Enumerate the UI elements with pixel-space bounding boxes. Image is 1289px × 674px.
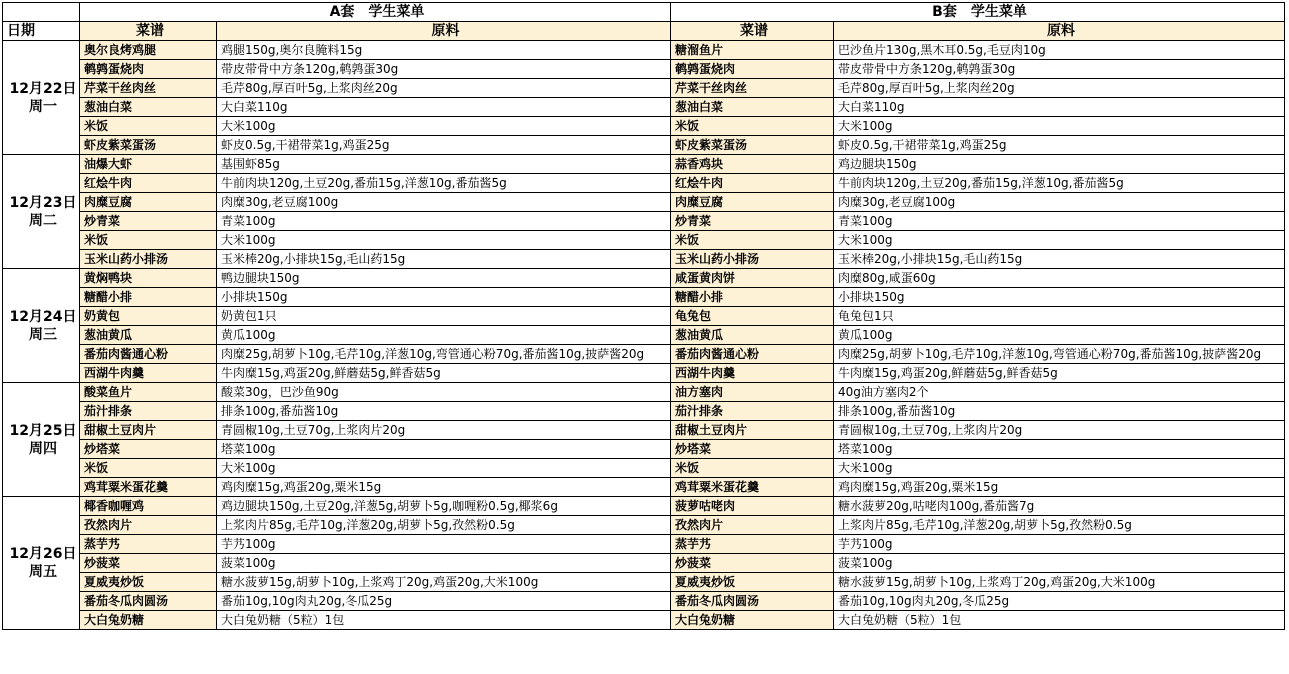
menu-row [3,516,1285,535]
set-b-ingredients: 带皮带骨中方条120g,鹌鹑蛋30g [834,60,1285,79]
set-b-dish: 大白兔奶糖 [671,611,834,630]
menu-row [3,136,1285,155]
set-a-dish: 米饭 [80,117,217,136]
menu-row [3,288,1285,307]
set-a-ingredients: 番茄10g,10g肉丸20g,冬瓜25g [217,592,671,611]
menu-row [3,307,1285,326]
set-b-dish: 糖醋小排 [671,288,834,307]
menu-row [3,554,1285,573]
set-a-ingredients: 鸡腿150g,奥尔良腌料15g [217,41,671,60]
menu-row [3,250,1285,269]
set-a-dish: 番茄肉酱通心粉 [80,345,217,364]
menu-row [3,155,1285,174]
date-column-header: 日期 [3,22,80,41]
set-b-dish: 番茄冬瓜肉圆汤 [671,592,834,611]
menu-row [3,497,1285,516]
set-b-dish: 肉糜豆腐 [671,193,834,212]
set-a-ingredients: 糖水菠萝15g,胡萝卜10g,上浆鸡丁20g,鸡蛋20g,大米100g [217,573,671,592]
set-b-ingredients: 青菜100g [834,212,1285,231]
menu-row [3,269,1285,288]
set-a-dish: 黄焖鸭块 [80,269,217,288]
set-a-ingredients: 大米100g [217,231,671,250]
set-a-ingredients: 青圆椒10g,土豆70g,上浆肉片20g [217,421,671,440]
set-b-ingredients: 牛前肉块120g,土豆20g,番茄15g,洋葱10g,番茄酱5g [834,174,1285,193]
set-a-dish: 糖醋小排 [80,288,217,307]
set-a-ingredients: 鸡肉糜15g,鸡蛋20g,粟米15g [217,478,671,497]
set-a-dish: 葱油白菜 [80,98,217,117]
set-a-ingredients: 排条100g,番茄酱10g [217,402,671,421]
set-a-dish: 玉米山药小排汤 [80,250,217,269]
set-b-ingredients: 大白兔奶糖（5粒）1包 [834,611,1285,630]
set-a-ingredients: 青菜100g [217,212,671,231]
menu-row [3,364,1285,383]
set-b-dish: 孜然肉片 [671,516,834,535]
set-b-dish: 炒塔菜 [671,440,834,459]
set-b-dish: 葱油黄瓜 [671,326,834,345]
set-b-dish-header: 菜谱 [671,22,834,41]
menu-row [3,573,1285,592]
set-b-ingredients: 大米100g [834,231,1285,250]
set-a-dish: 红烩牛肉 [80,174,217,193]
corner-cell [3,3,80,22]
menu-row [3,193,1285,212]
set-a-ingredients: 鸡边腿块150g,土豆20g,洋葱5g,胡萝卜5g,咖喱粉0.5g,椰浆6g [217,497,671,516]
set-b-dish: 油方塞肉 [671,383,834,402]
set-a-ingredients: 肉糜25g,胡萝卜10g,毛芹10g,洋葱10g,弯管通心粉70g,番茄酱10g,披萨酱20g [217,345,671,364]
set-a-ingredients: 基围虾85g [217,155,671,174]
menu-row [3,421,1285,440]
set-b-dish: 芹菜干丝肉丝 [671,79,834,98]
day-date: 12月23日 [9,194,77,211]
set-b-ingredients: 排条100g,番茄酱10g [834,402,1285,421]
set-b-dish: 炒菠菜 [671,554,834,573]
set-a-ingredients: 鸭边腿块150g [217,269,671,288]
day-weekday: 周三 [29,326,57,343]
set-a-ingredients: 大米100g [217,459,671,478]
set-b-ingredients: 塔菜100g [834,440,1285,459]
day-cell [3,269,80,383]
set-a-dish: 炒青菜 [80,212,217,231]
set-b-ingredients: 青圆椒10g,土豆70g,上浆肉片20g [834,421,1285,440]
set-b-dish: 茄汁排条 [671,402,834,421]
set-b-dish: 龟兔包 [671,307,834,326]
menu-row [3,440,1285,459]
set-b-ingredients: 40g油方塞肉2个 [834,383,1285,402]
set-a-title: A套 学生菜单 [80,3,671,22]
day-date: 12月24日 [9,308,77,325]
set-b-ingredients: 糖水菠萝15g,胡萝卜10g,上浆鸡丁20g,鸡蛋20g,大米100g [834,573,1285,592]
set-b-ingredients: 上浆肉片85g,毛芹10g,洋葱20g,胡萝卜5g,孜然粉0.5g [834,516,1285,535]
set-b-ingredients: 番茄10g,10g肉丸20g,冬瓜25g [834,592,1285,611]
set-b-dish: 米饭 [671,459,834,478]
set-a-ingredients: 芋艿100g [217,535,671,554]
day-weekday: 周五 [29,564,57,580]
menu-row [3,60,1285,79]
set-a-ingredients: 玉米棒20g,小排块15g,毛山药15g [217,250,671,269]
set-b-ingredients: 小排块150g [834,288,1285,307]
set-b-dish: 葱油白菜 [671,98,834,117]
set-b-title: B套 学生菜单 [671,3,1285,22]
set-b-ingredients: 肉糜25g,胡萝卜10g,毛芹10g,洋葱10g,弯管通心粉70g,番茄酱10g,披萨酱20g [834,345,1285,364]
menu-row [3,459,1285,478]
set-a-dish: 蒸芋艿 [80,535,217,554]
menu-row [3,41,1285,60]
set-b-ingredients: 龟兔包1只 [834,307,1285,326]
set-b-ingredients: 黄瓜100g [834,326,1285,345]
set-b-ingredients: 大米100g [834,459,1285,478]
set-a-dish: 茄汁排条 [80,402,217,421]
set-a-dish: 孜然肉片 [80,516,217,535]
day-date: 12月25日 [9,422,77,439]
day-cell [3,155,80,269]
set-b-dish: 夏威夷炒饭 [671,573,834,592]
menu-row [3,592,1285,611]
menu-row [3,383,1285,402]
menu-row [3,402,1285,421]
set-b-dish: 米饭 [671,231,834,250]
set-b-ingredients: 芋艿100g [834,535,1285,554]
set-b-dish: 番茄肉酱通心粉 [671,345,834,364]
day-weekday: 周四 [29,440,57,457]
set-a-dish: 炒菠菜 [80,554,217,573]
set-a-dish: 鸡茸粟米蛋花羹 [80,478,217,497]
set-a-ingredients: 牛前肉块120g,土豆20g,番茄15g,洋葱10g,番茄酱5g [217,174,671,193]
set-a-dish: 夏威夷炒饭 [80,573,217,592]
set-a-dish: 甜椒土豆肉片 [80,421,217,440]
set-a-ingredients: 上浆肉片85g,毛芹10g,洋葱20g,胡萝卜5g,孜然粉0.5g [217,516,671,535]
set-b-dish: 蒸芋艿 [671,535,834,554]
set-a-ingredients: 酸菜30g，巴沙鱼90g [217,383,671,402]
menu-row [3,535,1285,554]
set-a-dish: 油爆大虾 [80,155,217,174]
set-b-ingredients: 肉糜30g,老豆腐100g [834,193,1285,212]
set-b-dish: 炒青菜 [671,212,834,231]
menu-body [3,3,1285,630]
menu-row [3,79,1285,98]
set-b-dish: 鸡茸粟米蛋花羹 [671,478,834,497]
set-a-dish: 米饭 [80,459,217,478]
set-a-ingredients: 大白菜110g [217,98,671,117]
menu-row [3,231,1285,250]
day-date: 12月26日 [9,546,77,562]
set-a-ingredients: 毛芹80g,厚百叶5g,上浆肉丝20g [217,79,671,98]
menu-row [3,345,1285,364]
set-b-ingredient-header: 原料 [834,22,1285,41]
set-b-dish: 糖溜鱼片 [671,41,834,60]
set-a-dish: 西湖牛肉羹 [80,364,217,383]
set-b-dish: 米饭 [671,117,834,136]
menu-row [3,174,1285,193]
day-weekday: 周二 [29,212,57,229]
menu-row [3,212,1285,231]
set-a-ingredients: 大白兔奶糖（5粒）1包 [217,611,671,630]
menu-row [3,611,1285,630]
set-a-dish: 炒塔菜 [80,440,217,459]
set-a-ingredient-header: 原料 [217,22,671,41]
set-b-ingredients: 牛肉糜15g,鸡蛋20g,鲜蘑菇5g,鲜香菇5g [834,364,1285,383]
menu-table [2,2,1285,630]
set-a-dish: 酸菜鱼片 [80,383,217,402]
set-b-dish: 鹌鹑蛋烧肉 [671,60,834,79]
set-b-ingredients: 糖水菠萝20g,咕咾肉100g,番茄酱7g [834,497,1285,516]
set-a-ingredients: 塔菜100g [217,440,671,459]
set-b-dish: 虾皮紫菜蛋汤 [671,136,834,155]
set-a-ingredients: 虾皮0.5g,干裙带菜1g,鸡蛋25g [217,136,671,155]
day-cell [3,383,80,497]
set-b-ingredients: 玉米棒20g,小排块15g,毛山药15g [834,250,1285,269]
set-a-ingredients: 大米100g [217,117,671,136]
set-a-dish: 芹菜干丝肉丝 [80,79,217,98]
set-a-ingredients: 奶黄包1只 [217,307,671,326]
set-b-dish: 蒜香鸡块 [671,155,834,174]
day-weekday: 周一 [29,98,57,115]
set-a-dish: 奶黄包 [80,307,217,326]
menu-row [3,98,1285,117]
day-date: 12月22日 [9,80,77,97]
set-a-dish: 大白兔奶糖 [80,611,217,630]
set-b-dish: 咸蛋黄肉饼 [671,269,834,288]
set-b-ingredients: 鸡边腿块150g [834,155,1285,174]
set-b-dish: 玉米山药小排汤 [671,250,834,269]
set-b-dish: 西湖牛肉羹 [671,364,834,383]
set-a-dish-header: 菜谱 [80,22,217,41]
column-header-row [3,22,1285,41]
set-b-dish: 菠萝咕咾肉 [671,497,834,516]
set-b-ingredients: 大米100g [834,117,1285,136]
set-a-dish: 葱油黄瓜 [80,326,217,345]
set-a-ingredients: 牛肉糜15g,鸡蛋20g,鲜蘑菇5g,鲜香菇5g [217,364,671,383]
set-title-row [3,3,1285,22]
set-a-ingredients: 带皮带骨中方条120g,鹌鹑蛋30g [217,60,671,79]
menu-row [3,326,1285,345]
set-b-ingredients: 虾皮0.5g,干裙带菜1g,鸡蛋25g [834,136,1285,155]
set-a-ingredients: 菠菜100g [217,554,671,573]
set-b-ingredients: 菠菜100g [834,554,1285,573]
day-cell [3,41,80,155]
set-a-dish: 奥尔良烤鸡腿 [80,41,217,60]
set-a-dish: 椰香咖喱鸡 [80,497,217,516]
set-a-dish: 虾皮紫菜蛋汤 [80,136,217,155]
menu-row [3,478,1285,497]
set-b-ingredients: 鸡肉糜15g,鸡蛋20g,粟米15g [834,478,1285,497]
set-a-dish: 米饭 [80,231,217,250]
menu-row [3,117,1285,136]
set-a-dish: 番茄冬瓜肉圆汤 [80,592,217,611]
set-a-ingredients: 黄瓜100g [217,326,671,345]
set-a-ingredients: 小排块150g [217,288,671,307]
set-b-dish: 甜椒土豆肉片 [671,421,834,440]
day-cell [3,497,80,630]
set-b-ingredients: 大白菜110g [834,98,1285,117]
set-a-ingredients: 肉糜30g,老豆腐100g [217,193,671,212]
set-b-ingredients: 毛芹80g,厚百叶5g,上浆肉丝20g [834,79,1285,98]
set-b-dish: 红烩牛肉 [671,174,834,193]
set-a-dish: 肉糜豆腐 [80,193,217,212]
set-a-dish: 鹌鹑蛋烧肉 [80,60,217,79]
set-b-ingredients: 肉糜80g,咸蛋60g [834,269,1285,288]
set-b-ingredients: 巴沙鱼片130g,黑木耳0.5g,毛豆肉10g [834,41,1285,60]
